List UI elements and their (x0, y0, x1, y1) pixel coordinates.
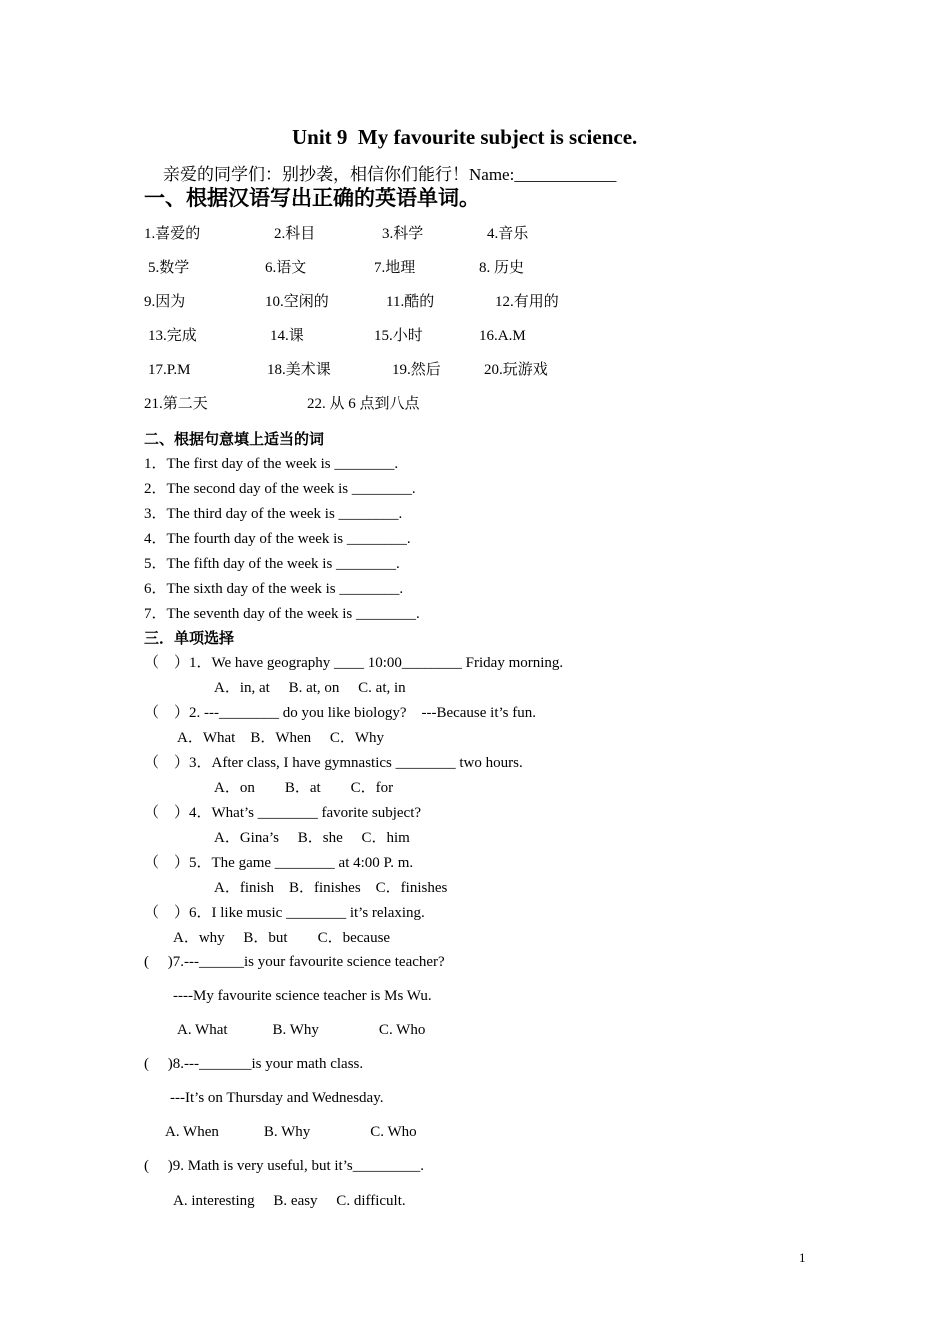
answer-options: A. When B. Why C. Who (165, 1124, 417, 1140)
section1-heading: 一、根据汉语写出正确的英语单词。 (144, 186, 480, 210)
vocab-item: 16.A.M (479, 328, 526, 344)
page-number: 1 (799, 1250, 806, 1265)
vocab-item: 12.有用的 (495, 294, 559, 310)
vocab-item: 1.喜爱的 (144, 226, 201, 242)
section2-heading: 二、根据句意填上适当的词 (144, 430, 325, 448)
vocab-item: 8. 历史 (479, 260, 525, 276)
vocab-item: 19.然后 (392, 362, 441, 378)
answer-options: A. interesting B. easy C. difficult. (173, 1193, 406, 1209)
vocab-item: 13.完成 (148, 328, 197, 344)
vocab-item: 22. 从 6 点到八点 (307, 396, 420, 412)
fill-blank-item: 6．The sixth day of the week is ________. (144, 581, 404, 597)
question-item: ----My favourite science teacher is Ms Wu. (173, 988, 432, 1004)
vocab-item: 15.小时 (374, 328, 423, 344)
question-item: ( )7.---______is your favourite science teacher? (144, 954, 445, 970)
vocab-item: 3.科学 (382, 226, 424, 242)
vocab-item: 17.P.M (148, 362, 191, 378)
fill-blank-item: 4．The fourth day of the week is ________. (144, 531, 411, 547)
vocab-item: 2.科目 (274, 226, 316, 242)
answer-options: A．Gina’s B．she C．him (214, 830, 410, 846)
vocab-item: 10.空闲的 (265, 294, 329, 310)
question-item: （ ）1．We have geography ____ 10:00________ Friday morning. (144, 655, 564, 671)
answer-options: A．on B．at C．for (214, 780, 394, 796)
answer-options: A．What B．When C．Why (177, 730, 385, 746)
fill-blank-item: 2．The second day of the week is ________. (144, 481, 416, 497)
vocab-item: 6.语文 (265, 260, 307, 276)
section3-heading: 三．单项选择 (144, 629, 235, 647)
vocab-item: 5.数学 (148, 260, 190, 276)
page-title: Unit 9 My favourite subject is science. (292, 125, 638, 149)
vocab-item: 9.因为 (144, 294, 186, 310)
vocab-item: 7.地理 (374, 260, 416, 276)
vocab-item: 14.课 (270, 328, 304, 344)
question-item: （ ）3．After class, I have gymnastics ________ two hours. (144, 755, 523, 771)
question-item: （ ）2. ---________ do you like biology? ---Because it’s fun. (144, 705, 537, 721)
vocab-item: 20.玩游戏 (484, 362, 548, 378)
question-item: ---It’s on Thursday and Wednesday. (170, 1090, 384, 1106)
fill-blank-item: 5．The fifth day of the week is ________. (144, 556, 400, 572)
answer-options: A．in, at B. at, on C. at, in (214, 680, 406, 696)
question-item: ( )8.---_______is your math class. (144, 1056, 364, 1072)
question-item: ( )9. Math is very useful, but it’s_________. (144, 1158, 424, 1174)
fill-blank-item: 1．The first day of the week is ________. (144, 456, 399, 472)
answer-options: A. What B. Why C. Who (177, 1022, 426, 1038)
intro-line: 亲爱的同学们：别抄袭，相信你们能行！Name:____________ (163, 165, 617, 184)
answer-options: A．why B．but C．because (173, 930, 391, 946)
vocab-item: 21.第二天 (144, 396, 208, 412)
fill-blank-item: 3．The third day of the week is ________. (144, 506, 403, 522)
question-item: （ ）4．What’s ________ favorite subject? (144, 805, 422, 821)
vocab-item: 11.酷的 (386, 294, 435, 310)
fill-blank-item: 7．The seventh day of the week is ________. (144, 606, 420, 622)
question-item: （ ）5．The game ________ at 4:00 P. m. (144, 855, 414, 871)
vocab-item: 18.美术课 (267, 362, 331, 378)
vocab-item: 4.音乐 (487, 226, 529, 242)
answer-options: A．finish B．finishes C．finishes (214, 880, 448, 896)
question-item: （ ）6．I like music ________ it’s relaxing. (144, 905, 425, 921)
